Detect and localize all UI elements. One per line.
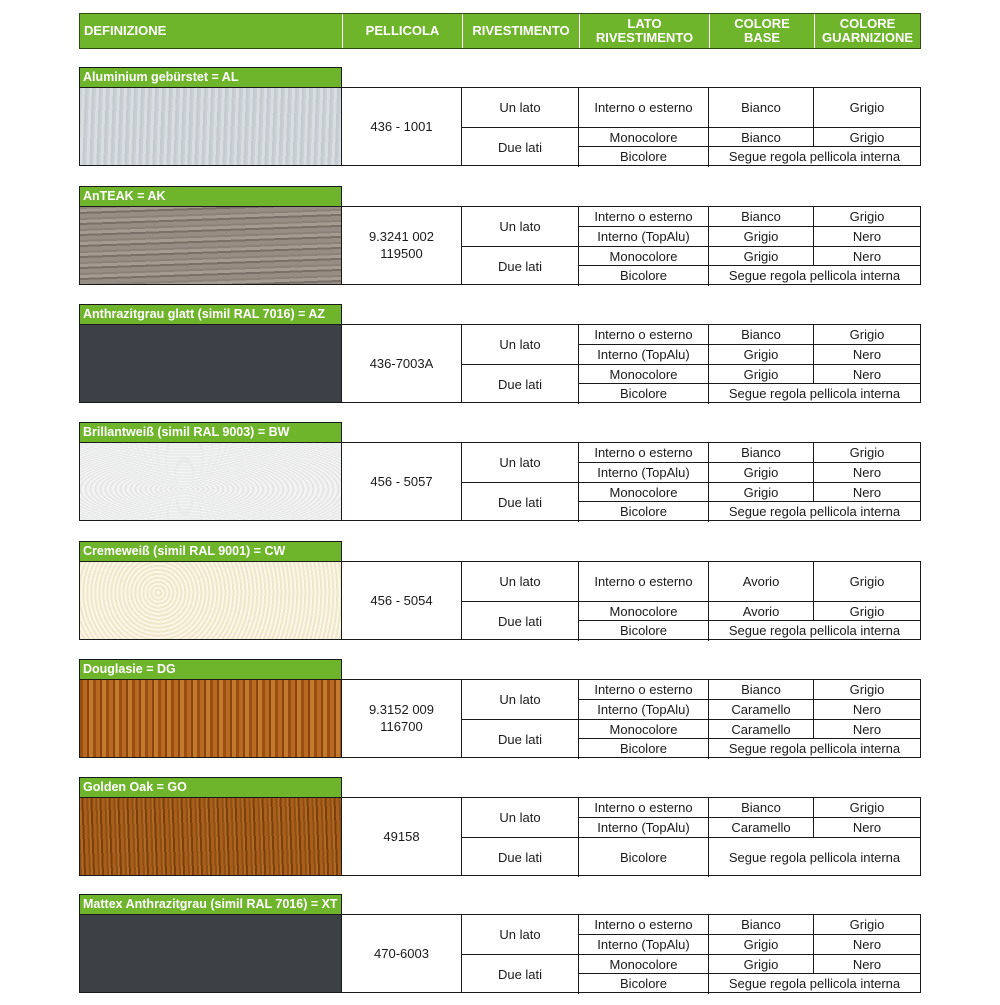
colore-base-cell: Bianco — [709, 207, 814, 227]
table-row-bicolore — [579, 502, 920, 522]
colore-guarnizione-cell: Nero — [852, 347, 882, 363]
rivestimento-due-lati: Due lati — [462, 954, 579, 993]
colore-guarnizione-cell: Grigio — [849, 917, 885, 933]
bicolore-rule-cell: Segue regola pellicola interna — [728, 386, 901, 402]
section-title: Aluminium gebürstet = AL — [79, 67, 342, 88]
header-colore-base — [709, 14, 814, 48]
section-title: AnTEAK = AK — [79, 186, 342, 207]
colore-guarnizione-cell: Nero — [852, 721, 882, 737]
colore-base-cell: Bianco — [709, 798, 814, 818]
bicolore-rule-cell: Segue regola pellicola interna — [728, 849, 901, 865]
divider — [579, 501, 920, 502]
pellicola-line: 436 - 1001 — [370, 118, 433, 134]
colore-guarnizione-cell: Nero — [852, 248, 882, 264]
lato-cell: Interno o esterno — [579, 915, 709, 935]
pellicola-code — [342, 207, 462, 284]
lato-cell: Interno o esterno — [579, 562, 709, 601]
colore-guarnizione-cell: Grigio — [849, 682, 885, 698]
rivestimento-due-lati: Due lati — [462, 837, 579, 876]
colore-base-cell: Bianco — [709, 88, 814, 127]
section-title: Golden Oak = GO — [79, 777, 342, 798]
header-pellicola: PELLICOLA — [342, 14, 462, 48]
rivestimento-due-lati: Due lati — [462, 601, 579, 640]
colore-base-cell: Caramello — [709, 719, 814, 739]
table-row — [579, 463, 920, 483]
section-title: Brillantweiß (simil RAL 9003) = BW — [79, 422, 342, 443]
colore-guarnizione-cell: Nero — [852, 465, 882, 481]
table-row-bicolore — [579, 147, 920, 167]
rivestimento-due-lati: Due lati — [462, 127, 579, 166]
divider — [579, 738, 920, 739]
lato-cell: Interno (TopAlu) — [579, 345, 709, 365]
table-row — [579, 325, 920, 345]
colore-guarnizione-cell: Nero — [852, 937, 882, 953]
header-colore-guarn-line2: GUARNIZIONE — [822, 30, 913, 45]
table-row-bicolore — [579, 837, 920, 876]
colore-base-cell: Bianco — [709, 680, 814, 700]
pellicola-line: 9.3241 002 — [368, 229, 435, 245]
table-row — [579, 719, 920, 739]
header-colore-guarnizione — [814, 14, 920, 48]
lato-cell: Interno o esterno — [579, 443, 709, 463]
section-title: Mattex Anthrazitgrau (simil RAL 7016) = XT — [79, 894, 342, 915]
header-lato-rivestimento — [579, 14, 709, 48]
header-lato-line2: RIVESTIMENTO — [595, 30, 694, 45]
rivestimento-un-lato: Un lato — [462, 207, 579, 246]
colore-guarnizione-cell: Grigio — [849, 574, 885, 590]
colore-guarnizione-cell: Nero — [852, 484, 882, 500]
colore-guarnizione-cell: Grigio — [849, 100, 885, 116]
section-grid — [79, 797, 921, 876]
finish-swatch — [80, 798, 342, 875]
pellicola-line: 456 - 5054 — [370, 592, 433, 608]
section-grid — [79, 914, 921, 993]
section-grid — [79, 442, 921, 521]
lato-cell: Bicolore — [579, 266, 709, 286]
pellicola-code — [342, 325, 462, 402]
colore-base-cell: Grigio — [709, 227, 814, 247]
pellicola-line: 470-6003 — [374, 945, 429, 961]
rivestimento-un-lato: Un lato — [462, 562, 579, 601]
header-definizione: DEFINIZIONE — [84, 23, 167, 38]
colore-guarnizione-cell: Grigio — [849, 129, 885, 145]
pellicola-line: 49158 — [383, 828, 420, 844]
colore-base-cell: Grigio — [709, 482, 814, 502]
colore-guarnizione-cell: Grigio — [849, 445, 885, 461]
table-row — [579, 935, 920, 955]
lato-cell: Interno (TopAlu) — [579, 227, 709, 247]
divider — [579, 265, 920, 266]
finish-swatch — [80, 680, 342, 757]
colore-guarnizione-cell: Nero — [852, 956, 882, 972]
lato-cell: Bicolore — [579, 502, 709, 522]
lato-cell: Interno (TopAlu) — [579, 700, 709, 720]
header-lato-line1: LATO — [627, 16, 662, 31]
divider — [579, 383, 920, 384]
bicolore-rule-cell: Segue regola pellicola interna — [728, 268, 901, 284]
colore-base-cell: Grigio — [709, 246, 814, 266]
finish-swatch — [80, 562, 342, 639]
lato-cell: Monocolore — [579, 246, 709, 266]
pellicola-code — [342, 915, 462, 992]
bicolore-rule-cell: Segue regola pellicola interna — [728, 623, 901, 639]
lato-cell: Interno o esterno — [579, 680, 709, 700]
colore-base-cell: Avorio — [709, 562, 814, 601]
divider — [579, 817, 920, 818]
table-row — [579, 680, 920, 700]
lato-cell: Monocolore — [579, 719, 709, 739]
bicolore-rule-cell: Segue regola pellicola interna — [728, 504, 901, 520]
table-row — [579, 207, 920, 227]
colore-guarnizione-cell: Nero — [852, 702, 882, 718]
lato-cell: Monocolore — [579, 127, 709, 147]
bicolore-rule-cell: Segue regola pellicola interna — [728, 741, 901, 757]
section-grid — [79, 324, 921, 403]
table-row — [579, 127, 920, 147]
colore-base-cell: Bianco — [709, 915, 814, 935]
colore-base-cell: Caramello — [709, 818, 814, 838]
lato-cell: Interno o esterno — [579, 88, 709, 127]
colore-guarnizione-cell: Nero — [852, 366, 882, 382]
colore-guarnizione-cell: Nero — [852, 820, 882, 836]
table-row — [579, 562, 920, 601]
divider — [579, 699, 920, 700]
section-title: Douglasie = DG — [79, 659, 342, 680]
lato-cell: Bicolore — [579, 147, 709, 167]
pellicola-line: 119500 — [380, 246, 423, 262]
divider — [579, 973, 920, 974]
finish-swatch — [80, 207, 342, 284]
pellicola-code — [342, 680, 462, 757]
bicolore-rule-cell: Segue regola pellicola interna — [728, 149, 901, 165]
table-row-bicolore — [579, 384, 920, 404]
header-rivestimento: RIVESTIMENTO — [462, 14, 579, 48]
table-row-bicolore — [579, 266, 920, 286]
section-title: Cremeweiß (simil RAL 9001) = CW — [79, 541, 342, 562]
table-row — [579, 915, 920, 935]
lato-cell: Monocolore — [579, 601, 709, 621]
colore-base-cell: Bianco — [709, 443, 814, 463]
table-row — [579, 954, 920, 974]
divider — [579, 146, 920, 147]
section-grid — [79, 561, 921, 640]
rivestimento-un-lato: Un lato — [462, 325, 579, 364]
rivestimento-due-lati: Due lati — [462, 246, 579, 285]
section-title: Anthrazitgrau glatt (simil RAL 7016) = AZ — [79, 304, 342, 325]
divider — [579, 226, 920, 227]
table-row — [579, 88, 920, 127]
table-row — [579, 246, 920, 266]
colore-base-cell: Grigio — [709, 364, 814, 384]
header-colore-base-line1: COLORE — [734, 16, 790, 31]
pellicola-line: 9.3152 009 — [368, 702, 435, 718]
finish-swatch — [80, 325, 342, 402]
lato-cell: Monocolore — [579, 954, 709, 974]
section-grid — [79, 87, 921, 166]
colore-base-cell: Grigio — [709, 935, 814, 955]
lato-cell: Monocolore — [579, 482, 709, 502]
finish-swatch — [80, 915, 342, 992]
colore-base-cell: Caramello — [709, 700, 814, 720]
table-row — [579, 700, 920, 720]
rivestimento-un-lato: Un lato — [462, 915, 579, 954]
table-row — [579, 227, 920, 247]
divider — [579, 620, 920, 621]
table-row-bicolore — [579, 739, 920, 759]
table-header — [79, 13, 921, 49]
rivestimento-due-lati: Due lati — [462, 482, 579, 521]
lato-cell: Interno (TopAlu) — [579, 463, 709, 483]
lato-cell: Bicolore — [579, 974, 709, 994]
colore-guarnizione-cell: Nero — [852, 229, 882, 245]
colore-base-cell: Avorio — [709, 601, 814, 621]
header-colore-guarn-line1: COLORE — [839, 16, 896, 31]
pellicola-line: 436-7003A — [369, 355, 434, 371]
rivestimento-un-lato: Un lato — [462, 798, 579, 837]
pellicola-code — [342, 798, 462, 875]
finish-swatch — [80, 88, 342, 165]
header-colore-base-line2: BASE — [743, 30, 781, 45]
colore-guarnizione-cell: Grigio — [849, 209, 885, 225]
rivestimento-due-lati: Due lati — [462, 364, 579, 403]
colore-guarnizione-cell: Grigio — [849, 603, 885, 619]
lato-cell: Interno (TopAlu) — [579, 935, 709, 955]
colore-guarnizione-cell: Grigio — [849, 800, 885, 816]
finish-swatch — [80, 443, 342, 520]
lato-cell: Monocolore — [579, 364, 709, 384]
lato-cell: Interno o esterno — [579, 207, 709, 227]
rivestimento-due-lati: Due lati — [462, 719, 579, 758]
rivestimento-un-lato: Un lato — [462, 680, 579, 719]
lato-cell: Bicolore — [579, 739, 709, 759]
colore-base-cell: Grigio — [709, 954, 814, 974]
divider — [579, 344, 920, 345]
colore-base-cell: Bianco — [709, 127, 814, 147]
table-row — [579, 798, 920, 818]
lato-cell: Interno (TopAlu) — [579, 818, 709, 838]
table-row — [579, 443, 920, 463]
lato-cell: Interno o esterno — [579, 325, 709, 345]
rivestimento-un-lato: Un lato — [462, 443, 579, 482]
lato-cell: Bicolore — [579, 837, 709, 876]
pellicola-code — [342, 562, 462, 639]
section-grid — [79, 679, 921, 758]
pellicola-line: 456 - 5057 — [370, 473, 433, 489]
bicolore-rule-cell: Segue regola pellicola interna — [728, 976, 901, 992]
table-row — [579, 345, 920, 365]
table-row — [579, 364, 920, 384]
pellicola-code — [342, 88, 462, 165]
table-row — [579, 482, 920, 502]
pellicola-code — [342, 443, 462, 520]
rivestimento-un-lato: Un lato — [462, 88, 579, 127]
table-row — [579, 818, 920, 838]
lato-cell: Bicolore — [579, 384, 709, 404]
table-row-bicolore — [579, 974, 920, 994]
lato-cell: Interno o esterno — [579, 798, 709, 818]
colore-guarnizione-cell: Grigio — [849, 327, 885, 343]
lato-cell: Bicolore — [579, 621, 709, 641]
divider — [579, 462, 920, 463]
table-row-bicolore — [579, 621, 920, 641]
colore-base-cell: Grigio — [709, 345, 814, 365]
table-row — [579, 601, 920, 621]
section-grid — [79, 206, 921, 285]
colore-base-cell: Bianco — [709, 325, 814, 345]
colore-base-cell: Grigio — [709, 463, 814, 483]
divider — [579, 934, 920, 935]
pellicola-line: 116700 — [380, 719, 423, 735]
